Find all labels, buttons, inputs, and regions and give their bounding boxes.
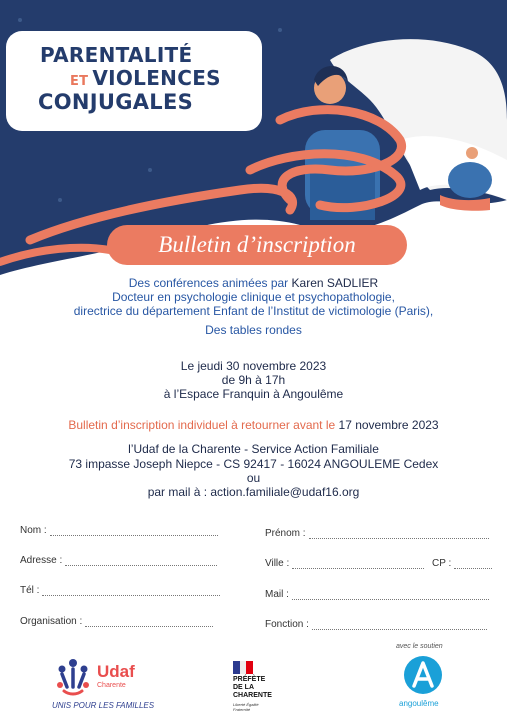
adresse-field[interactable] [20, 555, 217, 566]
title-line-2 [70, 66, 221, 90]
udaf-logo-icon [52, 657, 94, 699]
cp-label: CP : [432, 558, 452, 569]
tel-input-line[interactable] [42, 587, 220, 596]
contact-line-3: ou [246, 471, 261, 485]
mail-field[interactable] [265, 589, 489, 600]
title-violences: VIOLENCES [92, 66, 221, 90]
deadline [0, 418, 507, 433]
prenom-field[interactable] [265, 528, 489, 539]
conference-prefix: Des conférences animées par [128, 276, 292, 290]
registration-banner [107, 225, 407, 265]
angouleme-logo-icon [403, 655, 443, 695]
event-date: Le jeudi 30 novembre 2023 [180, 359, 327, 373]
deadline-date: 17 novembre 2023 [338, 418, 439, 432]
title-line-1: PARENTALITÉ [40, 43, 193, 67]
ville-input-line[interactable] [292, 560, 424, 569]
nom-label: Nom : [20, 525, 47, 536]
contact-line-2: 73 impasse Joseph Niepce - CS 92417 - 16024 ANGOULEME Cedex [68, 457, 439, 471]
conference-line-3: directrice du département Enfant de l’Institut de victimologie (Paris), [73, 304, 434, 318]
cp-input-line[interactable] [454, 560, 492, 569]
organisation-label: Organisation : [20, 616, 83, 627]
udaf-name: Udaf [97, 662, 135, 681]
ville-field[interactable] [265, 558, 424, 569]
conference-line-2: Docteur en psychologie clinique et psychopathologie, [112, 290, 395, 304]
sitting-figure [448, 162, 492, 198]
ville-label: Ville : [265, 558, 290, 569]
fonction-field[interactable] [265, 619, 487, 630]
organisation-field[interactable] [20, 616, 213, 627]
prefecture-line-2: DE LA [233, 684, 254, 691]
title-et: ET [70, 74, 89, 89]
udaf-region: Charente [97, 682, 126, 689]
prefecture-line-3: CHARENTE [233, 692, 272, 699]
nom-input-line[interactable] [50, 527, 218, 536]
fonction-input-line[interactable] [312, 621, 487, 630]
deadline-text: Bulletin d’inscription individuel à retourner avant le [68, 418, 339, 432]
mail-input-line[interactable] [292, 591, 489, 600]
prenom-label: Prénom : [265, 528, 306, 539]
cp-field[interactable] [432, 558, 492, 569]
mail-label: Mail : [265, 589, 289, 600]
adresse-input-line[interactable] [65, 557, 217, 566]
prenom-input-line[interactable] [309, 530, 489, 539]
adresse-label: Adresse : [20, 555, 63, 566]
prefecture-line-1: PRÉFÈTE [233, 676, 266, 683]
fonction-label: Fonction : [265, 619, 309, 630]
contact-line-1: l’Udaf de la Charente - Service Action Familiale [128, 442, 379, 456]
prefecture-motto: Liberté Égalité Fraternité [233, 702, 259, 712]
tel-field[interactable] [20, 585, 220, 596]
tel-label: Tél : [20, 585, 40, 596]
nom-field[interactable] [20, 525, 218, 536]
conference-line-4: Des tables rondes [205, 323, 302, 337]
support-label: avec le soutien [396, 643, 443, 650]
title-line-3: CONJUGALES [38, 90, 194, 114]
speaker-name: Karen SADLIER [291, 276, 379, 290]
event-place: à l’Espace Franquin à Angoulême [163, 387, 344, 401]
banner-label: Bulletin d’inscription [158, 232, 356, 257]
organisation-input-line[interactable] [85, 618, 213, 627]
event-time: de 9h à 17h [221, 373, 286, 387]
marianne-icon [233, 661, 253, 674]
conference-line-1 [0, 276, 507, 291]
angouleme-name: angoulême [399, 699, 439, 708]
udaf-tagline: UNIS POUR LES FAMILLES [52, 701, 155, 710]
contact-email: par mail à : action.familiale@udaf16.org [147, 485, 360, 499]
